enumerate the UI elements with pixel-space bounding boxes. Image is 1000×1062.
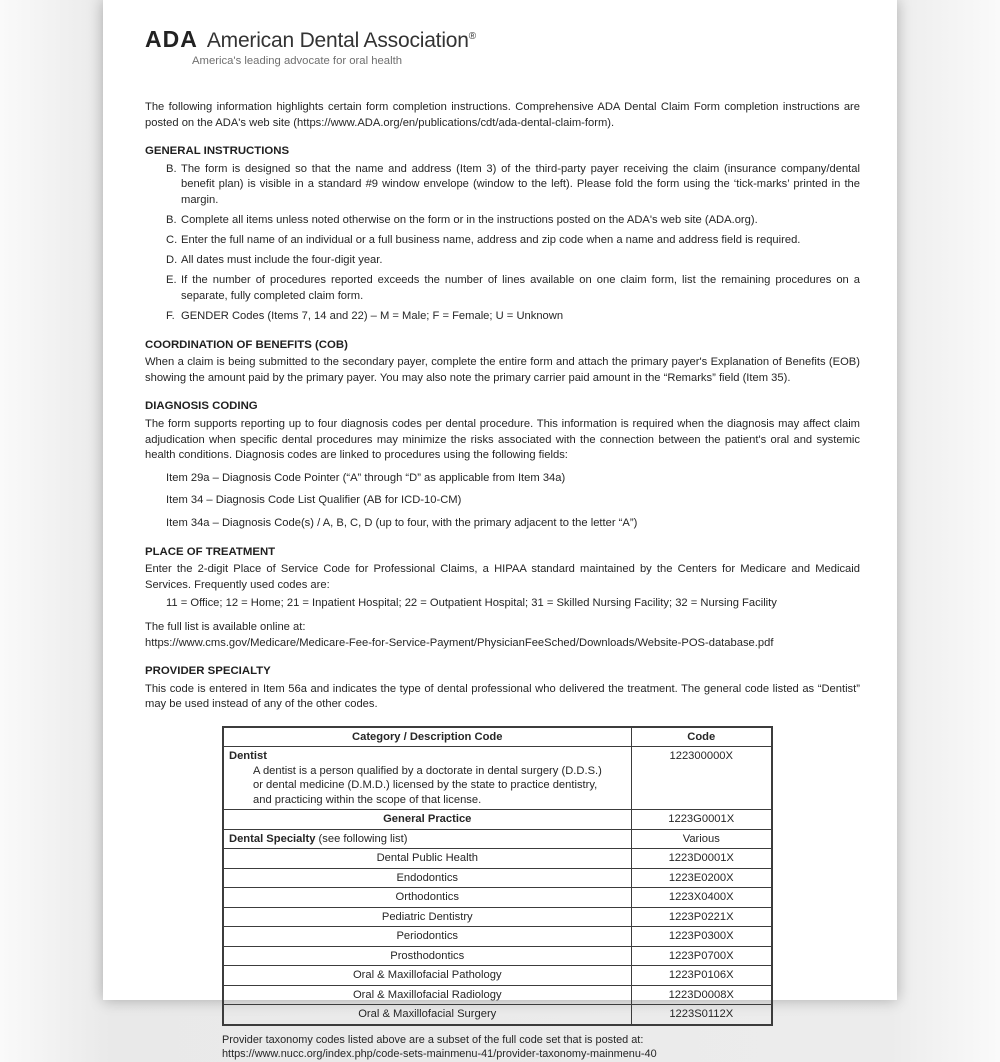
table-header-row [223, 727, 772, 747]
table-row-dentist [223, 747, 772, 810]
item-letter: B. [166, 162, 177, 175]
diagnosis-item: Item 34a – Diagnosis Code(s) / A, B, C, D (up to four, with the primary adjacent to the letter “A”) [166, 516, 638, 529]
table-row [223, 907, 772, 927]
dentist-category-cell [223, 747, 631, 810]
instruction-item [145, 273, 860, 304]
general-instructions-title: GENERAL INSTRUCTIONS [145, 145, 290, 158]
item-letter: B. [166, 214, 177, 227]
item-letter: C. [166, 234, 178, 247]
document-page [103, 0, 897, 1061]
footer-note-line2: https://www.nucc.org/index.php/code-sets-mainmenu-41/provider-taxonomy-mainmenu-40 [222, 1048, 657, 1061]
section-diagnosis-coding [145, 399, 860, 531]
code-cell: 1223D0001X [631, 849, 772, 869]
full-list-label: The full list is available online at: [145, 620, 306, 633]
dentist-description-line: or dental medicine (D.M.D.) licensed by the state to practice dentistry, [253, 779, 598, 792]
brand-name-text: American Dental Association [206, 29, 469, 52]
item-text: The form is designed so that the name and address (Item 3) of the third-party payer receiving the claim (insurance company/dental benefit plan) is visible in a standard #9 window envelope (window to the left). Please fold the form using the ‘tick-marks’ printed in the margin. [181, 162, 860, 206]
category-cell: Pediatric Dentistry [223, 907, 631, 927]
category-cell: Oral & Maxillofacial Surgery [223, 1005, 631, 1025]
diagnosis-coding-title: DIAGNOSIS CODING [145, 400, 258, 413]
code-cell: 1223E0200X [631, 868, 772, 888]
item-text: All dates must include the four-digit year. [181, 254, 383, 267]
table-row [223, 985, 772, 1005]
section-provider-specialty [145, 664, 860, 713]
instruction-item [145, 162, 860, 209]
code-cell: 1223P0700X [631, 946, 772, 966]
provider-body: This code is entered in Item 56a and indicates the type of dental professional who delivered the treatment. The general code listed as “Dentist” may be used instead of any of the other codes. [145, 682, 860, 711]
brand-name [207, 29, 476, 53]
registered-trademark-symbol: ® [468, 31, 476, 42]
code-cell: 122300000X [631, 747, 772, 810]
diagnosis-body: The form supports reporting up to four diagnosis codes per dental procedure. This information is required when the diagnosis may affect claim adjudication when specific dental procedures may minimize the risks associated with the connection between the patient's oral and systemic health conditions. Diagnosis codes are linked to procedures using the following fields: [145, 418, 860, 462]
code-cell: 1223P0221X [631, 907, 772, 927]
category-cell [223, 829, 631, 849]
dentist-description-line: A dentist is a person qualified by a doctorate in dental surgery (D.D.S.) [253, 764, 602, 777]
table-row [223, 868, 772, 888]
header-code: Code [631, 727, 772, 747]
table-row [223, 849, 772, 869]
ada-logotype: ADA [145, 26, 198, 52]
footer-note [222, 1033, 860, 1062]
item-letter: F. [166, 310, 175, 323]
code-cell: 1223S0112X [631, 1005, 772, 1025]
cob-body: When a claim is being submitted to the secondary payer, complete the entire form and attach the primary payer's Explanation of Benefits (EOB) showing the amount paid by the primary payer. You may also note the primary carrier paid amount in the “Remarks” field (Item 35). [145, 356, 860, 384]
table-row-general-practice [223, 810, 772, 830]
category-cell: General Practice [223, 810, 631, 830]
dentist-name: Dentist [229, 750, 267, 763]
instruction-item [145, 253, 860, 269]
code-cell: 1223P0300X [631, 927, 772, 947]
table-row-dental-specialty [223, 829, 772, 849]
category-cell: Dental Public Health [223, 849, 631, 869]
category-cell: Oral & Maxillofacial Pathology [223, 966, 631, 986]
code-cell: 1223P0106X [631, 966, 772, 986]
category-cell: Periodontics [223, 927, 631, 947]
item-text: If the number of procedures reported exceeds the number of lines available on one claim form, list the remaining procedures on a separate, fully completed claim form. [181, 274, 860, 302]
table-row [223, 927, 772, 947]
category-cell: Oral & Maxillofacial Radiology [223, 985, 631, 1005]
intro-paragraph: The following information highlights certain form completion instructions. Comprehensive ADA Dental Claim Form completion instructions are posted on the ADA's web site (https://www.ADA.org/en/publications/cdt/ada-dental-claim-form). [145, 101, 860, 129]
table-row [223, 966, 772, 986]
footer-note-line1: Provider taxonomy codes listed above are a subset of the full code set that is posted at: [222, 1033, 644, 1046]
diagnosis-item: Item 34 – Diagnosis Code List Qualifier (AB for ICD-10-CM) [166, 494, 462, 507]
place-body: Enter the 2-digit Place of Service Code for Professional Claims, a HIPAA standard maintained by the Centers for Medicare and Medicaid Services. Frequently used codes are: [145, 563, 860, 591]
instruction-list [145, 162, 860, 325]
dental-specialty-note: (see following list) [315, 832, 408, 845]
code-cell: 1223D0008X [631, 985, 772, 1005]
code-cell: 1223X0400X [631, 888, 772, 908]
item-text: Enter the full name of an individual or a full business name, address and zip code when a name and address field is required. [181, 234, 801, 247]
full-list-url: https://www.cms.gov/Medicare/Medicare-Fee-for-Service-Payment/PhysicianFeeSched/Downloads/Website-POS-database.pdf [145, 636, 774, 649]
section-general-instructions [145, 144, 860, 324]
instruction-item [145, 213, 860, 229]
cob-title: COORDINATION OF BENEFITS (COB) [145, 338, 348, 351]
section-place-of-treatment [145, 545, 860, 652]
instruction-item [145, 233, 860, 249]
category-cell: Prosthodontics [223, 946, 631, 966]
item-letter: D. [166, 254, 178, 267]
provider-specialty-table [222, 726, 773, 1026]
document-content [103, 0, 897, 1062]
item-text: Complete all items unless noted otherwise on the form or in the instructions posted on the ADA's web site (ADA.org). [181, 214, 758, 227]
provider-specialty-title: PROVIDER SPECIALTY [145, 665, 271, 678]
instruction-item [145, 309, 860, 325]
category-cell: Endodontics [223, 868, 631, 888]
table-row [223, 888, 772, 908]
item-letter: E. [166, 274, 177, 287]
item-text: GENDER Codes (Items 7, 14 and 22) – M = Male; F = Female; U = Unknown [181, 310, 564, 323]
diagnosis-item: Item 29a – Diagnosis Code Pointer (“A” through “D” as applicable from Item 34a) [166, 471, 566, 484]
table-row [223, 1005, 772, 1025]
dentist-description [253, 764, 626, 808]
place-of-treatment-title: PLACE OF TREATMENT [145, 545, 276, 558]
code-cell: 1223G0001X [631, 810, 772, 830]
table-row [223, 946, 772, 966]
ada-logo [145, 26, 860, 53]
header-category: Category / Description Code [223, 727, 631, 747]
brand-tagline: America's leading advocate for oral health [192, 55, 403, 67]
dentist-description-line: and practicing within the scope of that license. [253, 793, 482, 806]
category-cell: Orthodontics [223, 888, 631, 908]
dental-specialty-label: Dental Specialty [229, 832, 316, 845]
place-codes-line: 11 = Office; 12 = Home; 21 = Inpatient Hospital; 22 = Outpatient Hospital; 31 = Skilled Nursing Facility; 32 = Nursing Facility [166, 597, 777, 610]
section-coordination-of-benefits [145, 338, 860, 387]
code-cell: Various [631, 829, 772, 849]
